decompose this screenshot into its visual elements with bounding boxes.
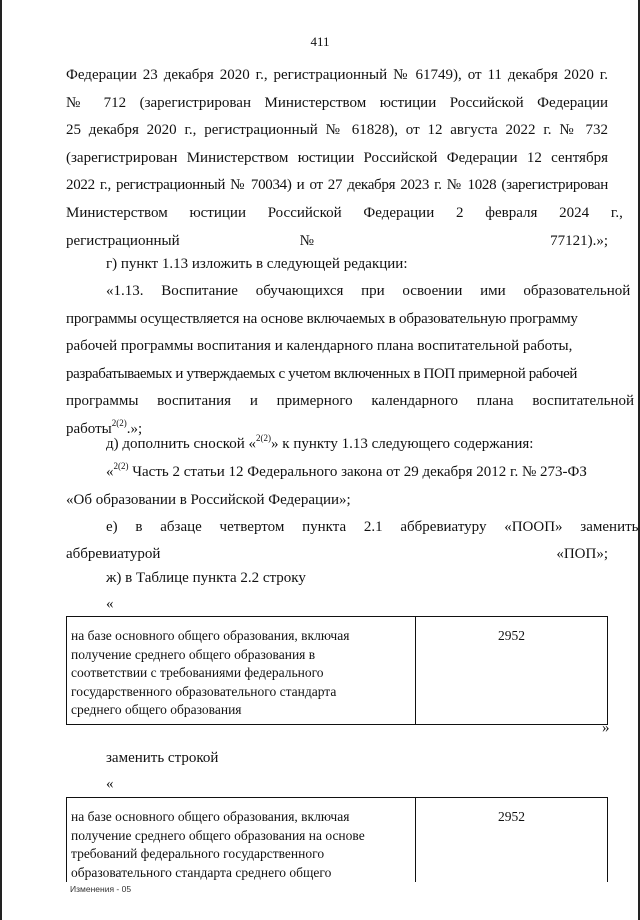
paragraph-amendment-dates <box>66 62 623 255</box>
text-line: «1.13. Воспитание обучающихся при освоении ими образовательной <box>106 283 631 299</box>
text-line: № 712 (зарегистрирован Министерством юстиции Российской Федерации <box>66 94 608 111</box>
text-line: программы воспитания и примерного календарного плана воспитательной <box>66 393 634 410</box>
open-quote-2: « <box>106 776 114 792</box>
text-fragment: д) дополнить сноской « <box>106 436 257 452</box>
text-line: Федерации 23 декабря 2020 г., регистрационный № 61749), от 11 декабря 2020 г. <box>66 67 608 83</box>
cell-line: соответствии с требованиями федерального <box>71 665 324 680</box>
footnote-ref: 2(2) <box>256 433 272 443</box>
cell-line: требований федерального государственного <box>71 846 325 861</box>
text-line: (зарегистрирован Министерством юстиции Российской Федерации 12 сентября <box>66 149 608 166</box>
footnote-line-2: «Об образовании в Российской Федерации»; <box>66 492 351 508</box>
text-line: 2022 г., регистрационный № 70034) и от 27 декабря 2023 г. № 1028 (зарегистрирован <box>66 177 608 194</box>
cell-line: на базе основного общего образования, включая <box>71 809 350 824</box>
footnote-ref: 2(2) <box>111 417 127 428</box>
table-cell-value: 2952 <box>416 798 608 883</box>
table-cell-value: 2952 <box>416 617 608 725</box>
text-line: е) в абзаце четвертом пункта 2.1 аббревиатуру «ПООП» заменить <box>106 519 639 535</box>
cell-line: получение среднего общего образования в <box>71 646 316 662</box>
page-number: 411 <box>310 34 330 49</box>
table-new-row <box>66 797 608 882</box>
text-line: 25 декабря 2020 г., регистрационный № 61828), от 12 августа 2022 г. № 732 <box>66 122 608 139</box>
text-line: разрабатываемых и утверждаемых с учетом включенных в ПОП примерной рабочей <box>66 365 578 382</box>
item-zh: ж) в Таблице пункта 2.2 строку <box>106 570 306 586</box>
text-fragment: » к пункту 1.13 следующего содержания: <box>271 436 534 452</box>
text-fragment: Часть 2 статьи 12 Федерального закона от 29 декабря 2012 г. № 273-ФЗ <box>128 464 587 480</box>
text-line: регистрационный № 77121).»; <box>66 232 608 249</box>
table-cell-description <box>67 617 416 725</box>
table-row <box>67 617 608 725</box>
quote-mark: « <box>106 464 114 480</box>
text-line: аббревиатурой «ПОП»; <box>66 546 608 562</box>
open-quote: « <box>106 596 114 612</box>
footnote-ref: 2(2) <box>113 461 129 471</box>
close-quote: » <box>602 720 610 736</box>
cell-line: на базе основного общего образования, включая <box>71 628 350 643</box>
text-line: Министерством юстиции Российской Федерации 2 февраля 2024 г., <box>66 204 623 221</box>
item-e <box>66 514 639 568</box>
cell-line: получение среднего общего образования на основе <box>71 827 365 843</box>
text-fragment: .»; <box>126 420 143 437</box>
footnote-line-1 <box>106 462 587 482</box>
footer-note: Изменения - 05 <box>70 884 132 894</box>
text-fragment: работы <box>66 420 112 437</box>
replace-with-row: заменить строкой <box>106 750 219 766</box>
cell-line: среднего общего образования <box>71 702 242 717</box>
paragraph-1-13 <box>66 278 634 444</box>
table-row <box>67 798 608 883</box>
item-g: г) пункт 1.13 изложить в следующей редакции: <box>106 256 408 272</box>
text-line: программы осуществляется на основе включаемых в образовательную программу <box>66 310 578 327</box>
text-line: рабочей программы воспитания и календарного плана воспитательной работы, <box>66 338 573 355</box>
item-d <box>106 434 533 454</box>
table-old-row <box>66 616 608 725</box>
cell-line: образовательного стандарта среднего общего <box>71 864 332 880</box>
cell-line: государственного образовательного стандарта <box>71 683 337 699</box>
table-cell-description <box>67 798 416 883</box>
